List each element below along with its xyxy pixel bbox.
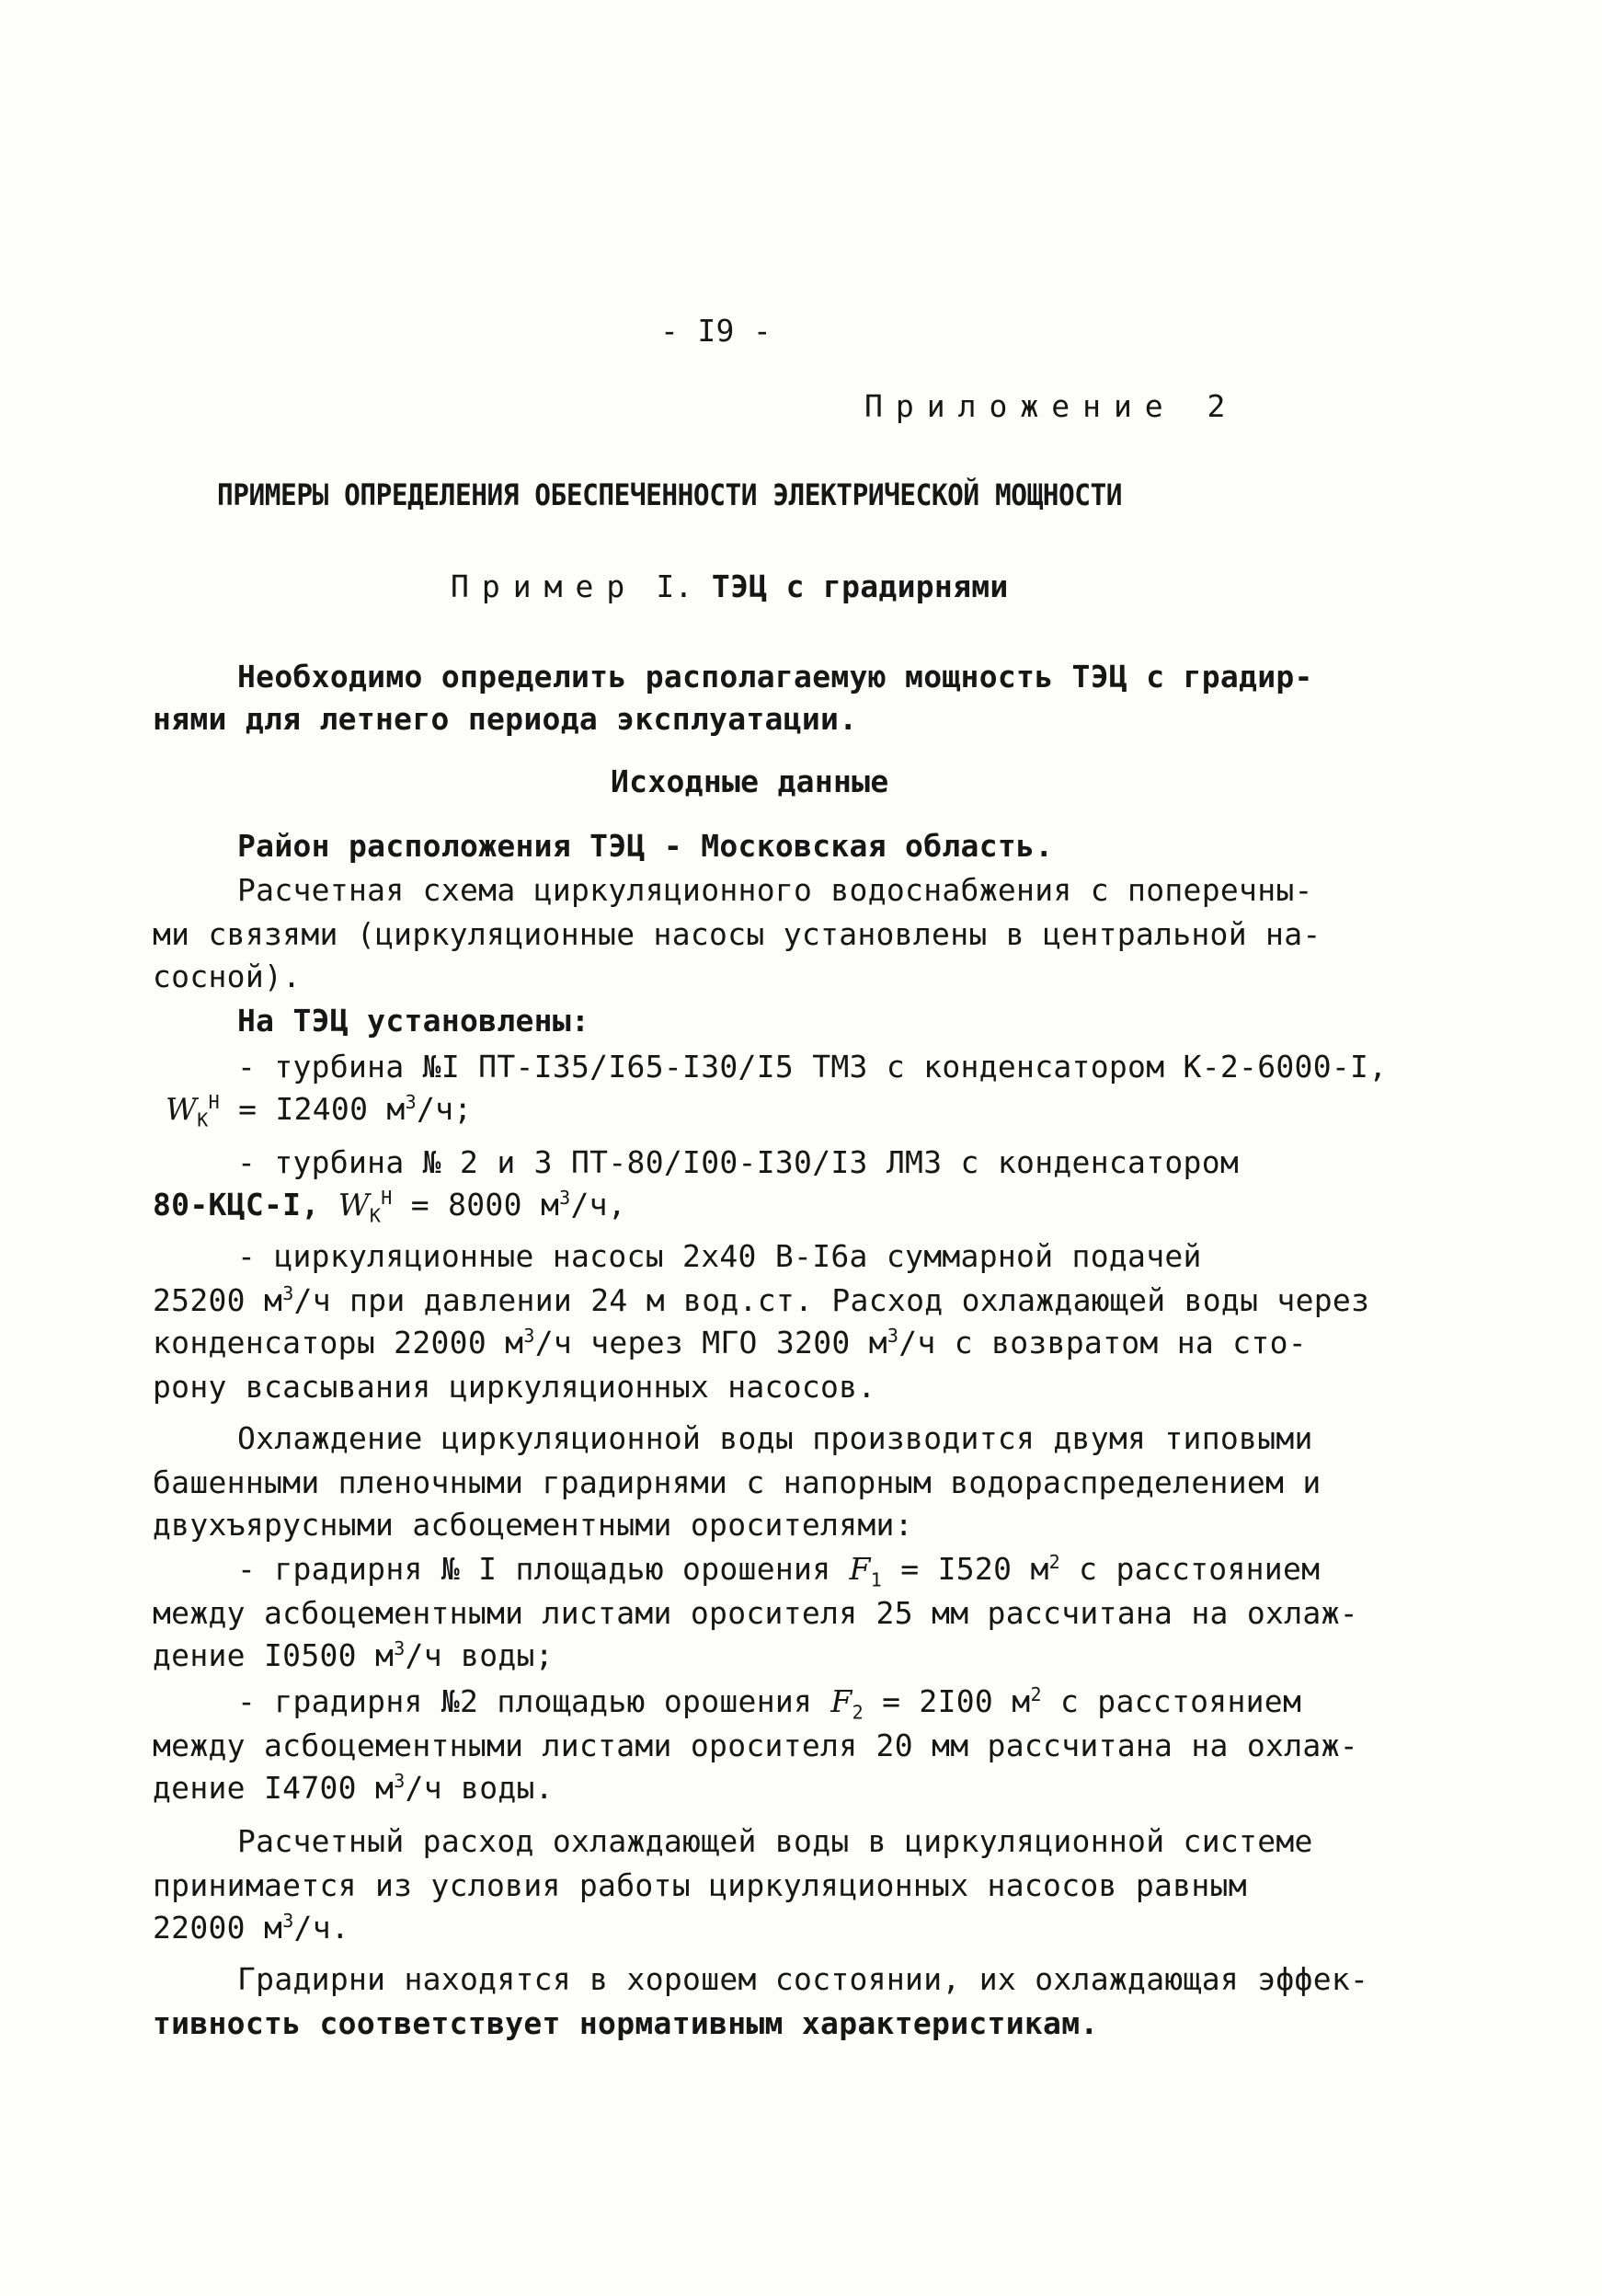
w-superscript: Н: [208, 1091, 220, 1113]
tower1-line1-tail: с расстоянием: [1079, 1551, 1321, 1587]
scheme-line-1: Расчетная схема циркуляционного водоснабжения с поперечны-: [237, 872, 1313, 908]
tower1-line3-tail: /ч воды;: [405, 1637, 554, 1673]
f-subscript: 1: [870, 1568, 883, 1591]
example-heading: [451, 568, 1009, 605]
pumps-flow: 25200 м: [153, 1282, 283, 1318]
pumps-line2: [153, 1282, 1369, 1319]
f-symbol: F: [849, 1551, 871, 1587]
cooling-line2: башенными пленочными градирнями с напорным водораспределением и: [153, 1464, 1322, 1500]
pumps-line2-text: /ч при давлении 24 м вод.ст. Расход охлаждающей воды через: [293, 1282, 1370, 1318]
turbine1-value: = I2400 м: [238, 1091, 406, 1127]
cooling-line3: двухъярусными асбоцементными оросителями:: [153, 1507, 913, 1543]
f-subscript: 2: [852, 1701, 864, 1724]
design-flow: 22000 м: [153, 1910, 283, 1946]
unit-exponent: 3: [282, 1910, 294, 1932]
tower1-line1: [237, 1551, 1321, 1591]
tower2-line1: [237, 1683, 1302, 1724]
tower1-flow: дение I0500 м: [153, 1637, 395, 1673]
unit-exponent: 3: [282, 1282, 294, 1304]
tower2-line2: между асбоцементными листами оросителя 20 мм рассчитана на охлаж-: [153, 1728, 1358, 1763]
turbine2-value: = 8000 м: [410, 1187, 560, 1223]
pumps-line3: [153, 1325, 1307, 1361]
condition-line1: Градирни находятся в хорошем состоянии, их охлаждающая эффек-: [237, 1961, 1369, 1997]
task-line-2: нями для летнего периода эксплуатации.: [153, 701, 858, 737]
turbine2-model: 80-КЦС-I,: [153, 1187, 320, 1223]
unit-tail: /ч;: [416, 1091, 473, 1127]
pumps-line1: - циркуляционные насосы 2х40 В-I6а суммарной подачей: [237, 1238, 1202, 1274]
mgo-flow: /ч через МГО 3200 м: [534, 1325, 887, 1360]
example-number: I.: [656, 568, 693, 604]
w-superscript: Н: [381, 1187, 393, 1209]
flow-line3: [153, 1910, 349, 1946]
w-subscript: К: [197, 1108, 209, 1131]
page-number: - I9 -: [660, 313, 772, 349]
tower1-area: = I520 м: [900, 1551, 1049, 1587]
flow-line1: Расчетный расход охлаждающей воды в циркуляционной системе: [237, 1823, 1313, 1859]
installed-intro: На ТЭЦ установлены:: [237, 1003, 590, 1039]
tower2-label: - градирня №2 площадью орошения: [237, 1683, 813, 1719]
tower2-flow: дение I4700 м: [153, 1770, 395, 1806]
turbine2-line2: [153, 1187, 626, 1227]
cooling-line1: Охлаждение циркуляционной воды производится двумя типовыми: [237, 1420, 1313, 1456]
tower1-line2: между асбоцементными листами оросителя 25 мм рассчитана на охлаж-: [153, 1595, 1358, 1631]
unit-exponent: 3: [559, 1187, 571, 1209]
unit-tail: /ч,: [570, 1187, 626, 1223]
scheme-line-2: ми связями (циркуляционные насосы установлены в центральной на-: [153, 916, 1322, 952]
location-line: Район расположения ТЭЦ - Московская область.: [237, 828, 1054, 864]
tower1-line3: [153, 1637, 554, 1674]
pumps-line3-tail: /ч с возвратом на сто-: [898, 1325, 1307, 1360]
scheme-line-3: сосной).: [153, 959, 302, 994]
flow-line3-tail: /ч.: [293, 1910, 350, 1946]
condition-line2: тивность соответствует нормативным характеристикам.: [153, 2005, 1099, 2041]
turbine1-line1: - турбина №I ПТ-I35/I65-I30/I5 ТМЗ с конденсатором К-2-6000-I,: [237, 1049, 1388, 1085]
turbine2-line1: - турбина № 2 и 3 ПТ-80/I00-I30/I3 ЛМЗ с конденсатором: [237, 1144, 1240, 1180]
w-symbol: W: [166, 1091, 198, 1127]
unit-exponent: 3: [394, 1637, 406, 1659]
w-symbol: W: [338, 1187, 370, 1223]
unit-exponent: 3: [394, 1770, 406, 1792]
appendix-label: Приложение 2: [864, 388, 1239, 424]
pumps-line4: рону всасывания циркуляционных насосов.: [153, 1369, 876, 1405]
unit-exponent: 3: [523, 1325, 535, 1347]
f-symbol: F: [830, 1683, 852, 1719]
tower2-line3-tail: /ч воды.: [405, 1770, 554, 1806]
unit-exponent: 3: [887, 1325, 899, 1347]
input-heading: Исходные данные: [611, 763, 889, 799]
example-title: ТЭЦ с градирнями: [711, 568, 1009, 604]
task-line-1: Необходимо определить располагаемую мощность ТЭЦ с градир-: [237, 659, 1313, 695]
example-label: Пример: [451, 568, 638, 604]
tower2-line1-tail: с расстоянием: [1059, 1683, 1302, 1719]
unit-exponent: 2: [1030, 1683, 1042, 1705]
unit-exponent: 3: [405, 1091, 417, 1113]
tower2-line3: [153, 1770, 554, 1807]
w-subscript: К: [369, 1204, 382, 1227]
turbine1-line2: [166, 1091, 473, 1131]
flow-line2: принимается из условия работы циркуляционных насосов равным: [153, 1867, 1247, 1903]
section-title: ПРИМЕРЫ ОПРЕДЕЛЕНИЯ ОБЕСПЕЧЕННОСТИ ЭЛЕКТРИЧЕСКОЙ МОЩНОСТИ: [217, 477, 1123, 512]
tower2-area: = 2I00 м: [882, 1683, 1031, 1719]
unit-exponent: 2: [1048, 1551, 1060, 1573]
condenser-flow: конденсаторы 22000 м: [153, 1325, 524, 1360]
tower1-label: - градирня № I площадью орошения: [237, 1551, 831, 1587]
